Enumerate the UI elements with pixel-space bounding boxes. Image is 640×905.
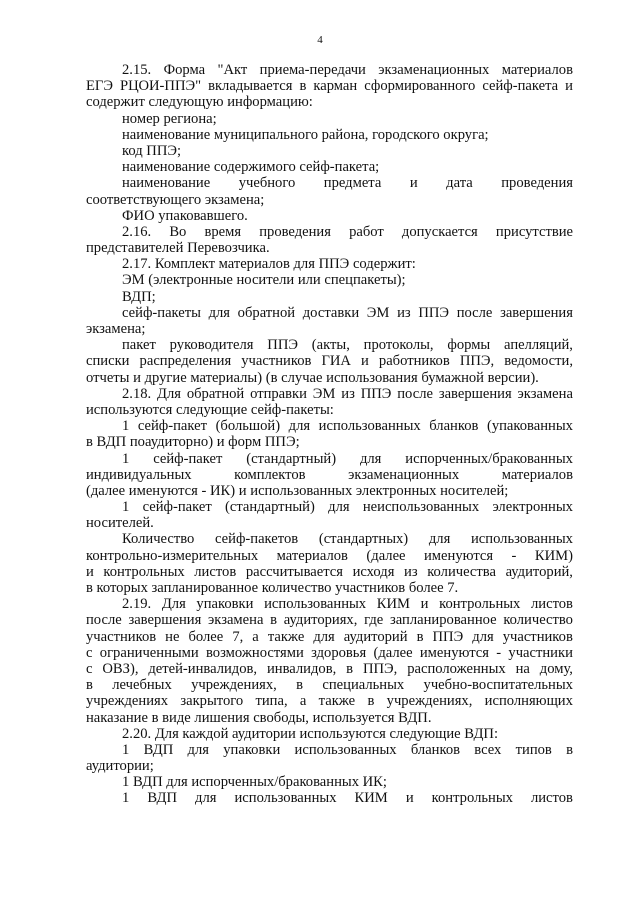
word: бланков <box>410 741 461 758</box>
text-line <box>86 224 573 240</box>
word: ППЭ <box>360 385 392 402</box>
word: после <box>397 385 433 402</box>
word: - <box>511 547 517 564</box>
word: (акты, <box>311 337 350 354</box>
text-line: ЭМ (электронные носители или спецпакеты); <box>122 272 406 289</box>
word: карман <box>313 78 358 95</box>
word: количества <box>427 563 496 580</box>
word: количество <box>503 612 573 629</box>
word: ЭМ <box>312 385 336 402</box>
word: 1 <box>122 499 130 516</box>
word: (стандартный) <box>246 450 337 467</box>
word: учебно-воспитательных <box>423 677 573 694</box>
text-line: в ВДП поаудиторно) и форм ППЭ; <box>86 434 300 451</box>
word: вкладывается <box>208 78 293 95</box>
word: ЭМ <box>366 304 390 321</box>
word: сейф-пакета <box>482 78 559 95</box>
text-line <box>86 78 573 94</box>
text-line <box>86 62 573 78</box>
text-line <box>86 531 573 547</box>
text-line <box>86 451 573 467</box>
word: завершения <box>500 304 573 321</box>
text-line: код ППЭ; <box>122 142 182 159</box>
word: время <box>204 223 242 240</box>
word: экзамена <box>517 385 573 402</box>
text-line <box>86 499 573 515</box>
text-line <box>86 386 573 402</box>
word: также <box>267 628 305 645</box>
word: аудиториях, <box>283 612 358 629</box>
word: использованных <box>318 418 421 435</box>
word: для <box>428 531 451 548</box>
text-line <box>86 175 573 191</box>
word: завершения <box>438 385 512 402</box>
word: сейф-пакет <box>137 418 207 435</box>
text-line: отчеты и другие материалы) (в случае использования бумажной версии). <box>86 369 539 386</box>
word: и <box>565 78 573 95</box>
text-line: используются следующие сейф-пакеты: <box>86 401 334 418</box>
word: испорченных/бракованных <box>405 450 573 467</box>
text-line <box>86 790 573 806</box>
word: электронных <box>492 499 573 516</box>
text-line <box>86 337 573 353</box>
word: аудиторий, <box>505 563 573 580</box>
word: контрольно-измерительных <box>86 547 259 564</box>
word: материалов <box>276 547 348 564</box>
word: доставки <box>302 304 360 321</box>
word: исходя <box>352 563 395 580</box>
word: в <box>270 612 278 629</box>
word: в <box>299 78 307 95</box>
word: закрытого <box>180 693 244 710</box>
word: в <box>566 741 573 758</box>
document-body <box>86 62 573 807</box>
word: распределения <box>139 353 232 370</box>
word: именуются <box>424 547 494 564</box>
word: и <box>86 563 94 580</box>
text-line <box>86 305 573 321</box>
word: - <box>496 644 502 661</box>
word: отправки <box>250 385 307 402</box>
word: а <box>299 693 307 710</box>
word: аудиторий <box>343 628 408 645</box>
word: 1 <box>122 450 130 467</box>
word: приема-передачи <box>259 62 366 78</box>
word: предмета <box>323 175 382 192</box>
word: из <box>404 563 418 580</box>
word: Форма <box>163 62 206 78</box>
word: типов <box>515 741 552 758</box>
word: Для <box>157 385 181 402</box>
word: допускается <box>401 223 478 240</box>
text-line <box>86 548 573 564</box>
word: присутствие <box>495 223 573 240</box>
word: Для <box>161 596 186 613</box>
word: в <box>416 628 424 645</box>
text-line: 2.20. Для каждой аудитории используются следующие ВДП: <box>122 725 499 742</box>
word: с <box>86 660 93 677</box>
word: использованных <box>264 596 367 613</box>
text-line: наименование содержимого сейф-пакета; <box>122 159 380 176</box>
text-line: представителей Перевозчика. <box>86 240 270 257</box>
word: где <box>364 612 384 629</box>
word: ВДП <box>143 741 174 758</box>
word: контрольных <box>103 563 185 580</box>
word: работников <box>378 353 450 370</box>
word: из <box>397 304 411 321</box>
word: участников <box>502 628 573 645</box>
word: использованных <box>470 531 573 548</box>
word: "Акт <box>217 62 248 78</box>
text-line <box>86 661 573 677</box>
word: детей-инвалидов, <box>148 660 258 677</box>
text-line: ФИО упаковавшего. <box>122 207 248 224</box>
word: работ <box>349 223 384 240</box>
word: комплектов <box>234 466 306 483</box>
word: на <box>515 660 530 677</box>
word: протоколы, <box>363 337 434 354</box>
word: руководителя <box>169 337 254 354</box>
word: (далее <box>366 547 406 564</box>
word: (стандартных) <box>318 531 409 548</box>
word: проведения <box>501 175 573 192</box>
word: всех <box>474 741 502 758</box>
word: для <box>313 628 335 645</box>
word: листов <box>194 563 237 580</box>
word: возможностями <box>206 644 304 661</box>
word: ППЭ, <box>362 660 398 677</box>
word: неиспользованных <box>362 499 480 516</box>
word: после <box>456 304 493 321</box>
text-line <box>86 742 573 758</box>
word: лечебных <box>112 677 172 694</box>
text-line: в которых запланированное количество участников более 7. <box>86 580 459 596</box>
word: контрольных <box>439 596 521 613</box>
word: листов <box>530 790 573 807</box>
text-line <box>86 612 573 628</box>
word: упаковки <box>223 741 281 758</box>
word: ППЭ <box>432 628 464 645</box>
word: ОВЗ), <box>102 660 139 677</box>
word: 2.18. <box>122 385 152 402</box>
word: 1 <box>122 790 130 807</box>
word: участников <box>86 628 157 645</box>
word: экзаменационных <box>348 466 460 483</box>
word: для <box>288 418 311 435</box>
word: типа, <box>255 693 288 710</box>
word: проведения <box>259 223 331 240</box>
word: 1 <box>122 418 130 435</box>
word: сейф-пакеты <box>122 304 201 321</box>
word: сформированного <box>364 78 476 95</box>
word: материалов <box>501 62 573 78</box>
word: ограниченными <box>99 644 199 661</box>
text-line <box>86 645 573 661</box>
word: в <box>367 693 375 710</box>
word: учебного <box>238 175 296 192</box>
word: КИМ <box>376 596 410 613</box>
text-line <box>86 467 573 483</box>
text-line: носителей. <box>86 515 154 532</box>
word: 1 <box>122 741 130 758</box>
text-line <box>86 693 573 709</box>
word: 7, <box>232 628 244 645</box>
page-number: 4 <box>317 34 323 46</box>
word: и <box>409 175 418 192</box>
word: для <box>328 499 350 516</box>
word: (далее <box>373 644 413 661</box>
word: ведомости, <box>504 353 573 370</box>
word: для <box>472 628 494 645</box>
word: обратной <box>186 385 245 402</box>
word: в <box>86 677 93 694</box>
text-line: наказание в виде лишения свободы, используется ВДП. <box>86 709 432 726</box>
text-line: содержит следующую информацию: <box>86 94 313 111</box>
word: запланированное <box>390 612 497 629</box>
text-line: 1 ВДП для испорченных/бракованных ИК; <box>122 774 387 791</box>
word: после <box>86 612 122 629</box>
word: дата <box>446 175 473 192</box>
text-line: ВДП; <box>122 288 156 305</box>
word: (стандартный) <box>225 499 315 516</box>
word: материалов <box>501 466 573 483</box>
word: ППЭ <box>267 337 298 354</box>
word: учреждениях <box>86 693 169 710</box>
text-line: наименование муниципального района, городского округа; <box>122 126 489 143</box>
word: сейф-пакет <box>153 450 223 467</box>
word: (большой) <box>215 418 281 435</box>
word: для <box>359 450 382 467</box>
word: обратной <box>237 304 296 321</box>
word: для <box>195 790 217 807</box>
word: специальных <box>322 677 405 694</box>
word: в <box>296 677 304 694</box>
word: в <box>346 660 354 677</box>
word: именуются <box>419 644 489 661</box>
text-line: аудитории; <box>86 758 154 775</box>
word: ВДП <box>147 790 177 807</box>
word: не <box>165 628 180 645</box>
word: сейф-пакетов <box>215 531 299 548</box>
word: из <box>341 385 355 402</box>
word: сейф-пакет <box>142 499 212 516</box>
word: для <box>208 304 231 321</box>
word: КИМ <box>354 790 388 807</box>
word: и <box>361 353 369 370</box>
word: списки <box>86 353 130 370</box>
word: ППЭ, <box>459 353 495 370</box>
text-line: экзамена; <box>86 321 146 337</box>
text-line <box>86 564 573 580</box>
word: также <box>318 693 356 710</box>
text-line <box>86 629 573 645</box>
word: наименование <box>122 175 211 192</box>
word: ППЭ <box>418 304 450 321</box>
word: завершения <box>128 612 202 629</box>
word: с <box>86 644 93 661</box>
text-line: соответствующего экзамена; <box>86 191 265 208</box>
word: ЕГЭ <box>86 78 113 95</box>
word: бланков <box>429 418 479 435</box>
word: РЦОИ-ППЭ" <box>120 78 202 95</box>
word: индивидуальных <box>86 466 192 483</box>
word: апелляций, <box>504 337 573 354</box>
word: экзамена <box>208 612 264 629</box>
word: участники <box>508 644 573 661</box>
word: листов <box>531 596 573 613</box>
word: использованных <box>234 790 337 807</box>
word: дому, <box>539 660 573 677</box>
word: рассчитывается <box>245 563 343 580</box>
word: Количество <box>122 531 195 548</box>
text-line <box>86 353 573 369</box>
text-line: номер региона; <box>122 110 217 127</box>
word: здоровья <box>311 644 367 661</box>
word: пакет <box>122 337 156 354</box>
word: участников <box>241 353 312 370</box>
word: КИМ) <box>534 547 573 564</box>
word: учреждениях, <box>191 677 277 694</box>
word: для <box>187 741 209 758</box>
word: использованных <box>294 741 397 758</box>
word: 2.19. <box>122 596 152 613</box>
word: расположенных <box>407 660 506 677</box>
word: ГИА <box>321 353 351 370</box>
word: упаковки <box>196 596 254 613</box>
word: Во <box>169 223 187 240</box>
word: 2.15. <box>122 62 152 78</box>
word: формы <box>447 337 491 354</box>
word: экзаменационных <box>378 62 490 78</box>
word: и <box>420 596 429 613</box>
word: исполняющих <box>484 693 573 710</box>
word: а <box>252 628 259 645</box>
text-line <box>86 677 573 693</box>
word: учреждениях, <box>386 693 473 710</box>
word: и <box>405 790 414 807</box>
word: (упакованных <box>486 418 573 435</box>
text-line: 2.17. Комплект материалов для ППЭ содержит: <box>122 256 416 273</box>
text-line <box>86 596 573 612</box>
word: инвалидов, <box>266 660 337 677</box>
text-line: (далее именуются - ИК) и использованных электронных носителей; <box>86 482 509 499</box>
word: контрольных <box>431 790 513 807</box>
word: более <box>188 628 224 645</box>
word: 2.16. <box>122 223 152 240</box>
text-line <box>86 418 573 434</box>
